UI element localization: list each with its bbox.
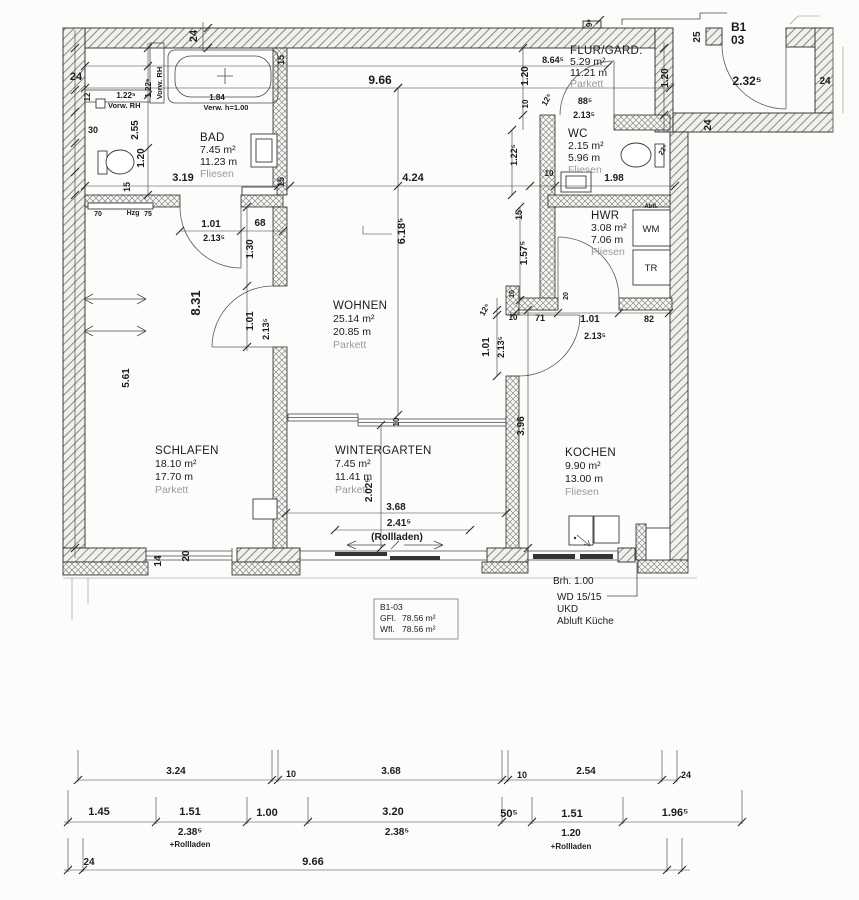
room-floor: Parkett: [570, 78, 604, 90]
dimension-label: 1.45: [88, 806, 110, 818]
room-area: 18.10 m²: [155, 458, 197, 470]
dimension-label: 2.13⁵: [584, 331, 606, 341]
dimension-label: 15: [122, 181, 132, 193]
dimension-label: 1.30: [245, 239, 256, 259]
dimension-label: 68: [254, 218, 266, 229]
unit-info-box: [374, 599, 458, 639]
dimension-label: 3.96: [516, 416, 527, 436]
dimension-label: 3.19: [172, 172, 194, 184]
radiator-schlafen: [253, 499, 277, 519]
dimension-label: 2.41⁵: [386, 518, 412, 529]
dimension-label: 15: [514, 209, 524, 221]
dimension-label: 8.64⁵: [542, 55, 564, 65]
balcony-outline: [622, 13, 727, 25]
room-floor: Parkett: [155, 484, 189, 496]
room-area: 3.08 m²: [591, 222, 627, 234]
radiator-hzg: [88, 203, 153, 209]
room-area: 7.45 m²: [200, 144, 236, 156]
room-area: 7.45 m²: [335, 458, 371, 470]
room-perimeter: 7.06 m: [591, 234, 624, 246]
dimension-label: 10: [509, 290, 516, 298]
dimension-label: 3.68: [381, 766, 401, 777]
dimension-label: 10: [285, 769, 297, 779]
room-name: FLUR/GARD.: [570, 45, 643, 57]
room-floor: Parkett: [333, 339, 367, 351]
room-perimeter: 17.70 m: [155, 471, 193, 483]
dimension-label: 2.32⁵: [732, 74, 762, 88]
dimension-label: 82: [643, 314, 655, 324]
unit-id-line1: B1: [731, 20, 747, 34]
dimension-label: 8.31: [188, 290, 203, 316]
dimension-label: 24: [188, 29, 200, 43]
dimension-label: 1.20: [520, 66, 531, 86]
dimension-label: 1.98: [604, 173, 624, 184]
info-gfl-value: 78.56 m²: [402, 613, 436, 623]
dimension-label: 1.22⁵: [116, 91, 136, 100]
dimension-label: 50⁵: [500, 808, 518, 820]
dimension-label: 1.20: [561, 828, 581, 839]
rollladen-label: (Rollladen): [371, 532, 423, 543]
dimension-label: 3.20: [382, 806, 404, 818]
dimension-label: Abfl.: [644, 204, 658, 210]
dimension-label: 70: [94, 211, 102, 218]
dimension-label: 15: [276, 54, 286, 66]
dimension-label: 1.96⁵: [661, 807, 689, 819]
wd-leader-line: [607, 562, 637, 596]
dimension-label: 12: [83, 92, 92, 102]
wd-label: WD 15/15: [557, 592, 602, 603]
toilet-bad: [98, 150, 134, 174]
dimension-label: 12⁵: [477, 302, 492, 318]
kitchen-duct: [646, 528, 670, 560]
brh-label: Brh. 1.00: [553, 576, 594, 587]
dimension-label: 24: [680, 770, 692, 780]
dimension-label: 20: [563, 292, 570, 300]
dimension-label: 2.13⁵: [261, 318, 271, 340]
dimension-label: 1.57⁵: [519, 240, 530, 266]
dimension-label: 24: [703, 119, 714, 131]
dimension-label: 30: [87, 125, 99, 135]
dimension-label: 10: [392, 417, 401, 427]
info-gfl-label: GFl.: [380, 613, 397, 623]
dimension-label: 24: [819, 76, 831, 87]
dimension-label: 15: [276, 176, 286, 188]
duct-shaft: [636, 524, 646, 560]
toilet-wc: [621, 143, 664, 167]
room-name: KOCHEN: [565, 447, 617, 459]
room-perimeter: 5.96 m: [568, 152, 601, 164]
room-name: WC: [568, 128, 588, 140]
room-perimeter: 11.21 m: [570, 67, 608, 79]
room-name: WINTERGARTEN: [335, 445, 432, 457]
dimension-label: 3.68: [386, 502, 406, 513]
ukd-label: UKD: [557, 604, 579, 615]
dimension-label: 2.54: [576, 766, 596, 777]
dimension-label: 3.24: [166, 766, 186, 777]
dimension-label: 5.61: [121, 368, 132, 388]
dimension-label: 1.01: [481, 337, 492, 357]
dimension-label: Verw. h=1.00: [203, 103, 249, 112]
room-area: 25.14 m²: [333, 313, 375, 325]
room-name: HWR: [591, 210, 620, 222]
dimension-label: 14: [153, 555, 164, 567]
dimension-label: 1.22⁵: [144, 78, 153, 98]
dimension-label: 2.38⁵: [384, 827, 410, 838]
dimension-label: 10: [544, 169, 554, 178]
dimension-label: 1.01: [580, 314, 600, 325]
info-wfl-value: 78.56 m²: [402, 624, 436, 634]
dimension-label: 22⁵: [657, 143, 670, 157]
dimension-label: 75: [144, 211, 152, 218]
room-floor: Fliesen: [565, 486, 599, 498]
corridor-wall: [673, 113, 833, 132]
dimension-label: 2.13⁵: [573, 110, 595, 120]
room-floor: Parkett: [335, 484, 369, 496]
dimension-label: Hzg: [126, 210, 140, 217]
sink-bad: [251, 134, 277, 167]
unit-id-line2: 03: [731, 33, 745, 47]
dimension-label: 1.20: [136, 148, 147, 168]
dimension-labels: [70, 19, 831, 868]
dimension-label: Vorw. RH: [155, 66, 164, 100]
dimension-label: +Rollladen: [169, 840, 211, 849]
dimension-label: 9.66: [302, 856, 324, 868]
room-labels: [155, 45, 643, 498]
info-wfl-label: Wfl.: [380, 624, 395, 634]
room-perimeter: 13.00 m: [565, 473, 603, 485]
dimension-label: 1.84: [209, 93, 225, 102]
room-floor: Fliesen: [200, 168, 234, 180]
dimension-label: 9.66: [368, 73, 392, 87]
room-perimeter: 11.41 m: [335, 471, 373, 483]
abluft-label: Abluft Küche: [557, 616, 614, 627]
dimension-label: 2.13⁵: [496, 336, 506, 358]
dimension-label: 12⁵: [539, 92, 554, 108]
dimension-label: 20: [181, 550, 192, 562]
lintel-element: [242, 187, 277, 195]
dimension-label: 2.13⁵: [203, 233, 225, 243]
room-name: WOHNEN: [333, 300, 388, 312]
info-code: B1-03: [380, 602, 403, 612]
room-name: SCHLAFEN: [155, 445, 219, 457]
windows: [63, 13, 843, 620]
double-arrow-1: [84, 294, 146, 304]
dimension-label: 10: [521, 99, 530, 109]
room-area: 9.90 m²: [565, 460, 601, 472]
room-perimeter: 11.23 m: [200, 156, 238, 168]
dimension-label: 10: [516, 770, 528, 780]
washing-machine-label: WM: [642, 224, 660, 235]
room-floor: Fliesen: [591, 246, 625, 258]
dimension-label: Vorw. RH: [108, 101, 141, 110]
dimension-label: 24: [83, 857, 95, 868]
double-arrow-2: [84, 326, 146, 336]
dryer-label: TR: [644, 263, 658, 274]
room-name: BAD: [200, 132, 225, 144]
dimension-label: 25: [692, 31, 703, 43]
dimension-label: 88⁵: [577, 96, 593, 106]
room-floor: Fliesen: [568, 164, 602, 176]
room-area: 5.29 m²: [570, 56, 606, 68]
dimension-label: 2.02⁵: [364, 477, 375, 503]
dimension-label: +Rollladen: [550, 842, 592, 851]
room-perimeter: 20.85 m: [333, 326, 371, 338]
dimension-label: 2.55: [130, 120, 141, 140]
dimension-label: 24: [69, 71, 83, 83]
dimension-label: 1.51: [179, 806, 201, 818]
kitchen-units: [569, 516, 619, 546]
dimension-label: 4.24: [402, 172, 424, 184]
dimension-label: 1.22⁵: [509, 144, 519, 166]
dimension-label: 1.01: [245, 311, 256, 331]
dimension-label: 9⁵: [585, 18, 594, 28]
dimension-label: 71: [534, 313, 546, 323]
dimension-label: 2.38⁵: [177, 827, 203, 838]
dimension-label: 6.18⁵: [396, 217, 408, 245]
room-area: 2.15 m²: [568, 140, 604, 152]
dimension-label: 10: [508, 313, 518, 322]
dimension-label: 1.00: [256, 807, 278, 819]
dimension-label: 1.51: [561, 808, 583, 820]
dimension-label: 1.01: [201, 219, 221, 230]
dimension-label: 1.20: [660, 68, 671, 88]
